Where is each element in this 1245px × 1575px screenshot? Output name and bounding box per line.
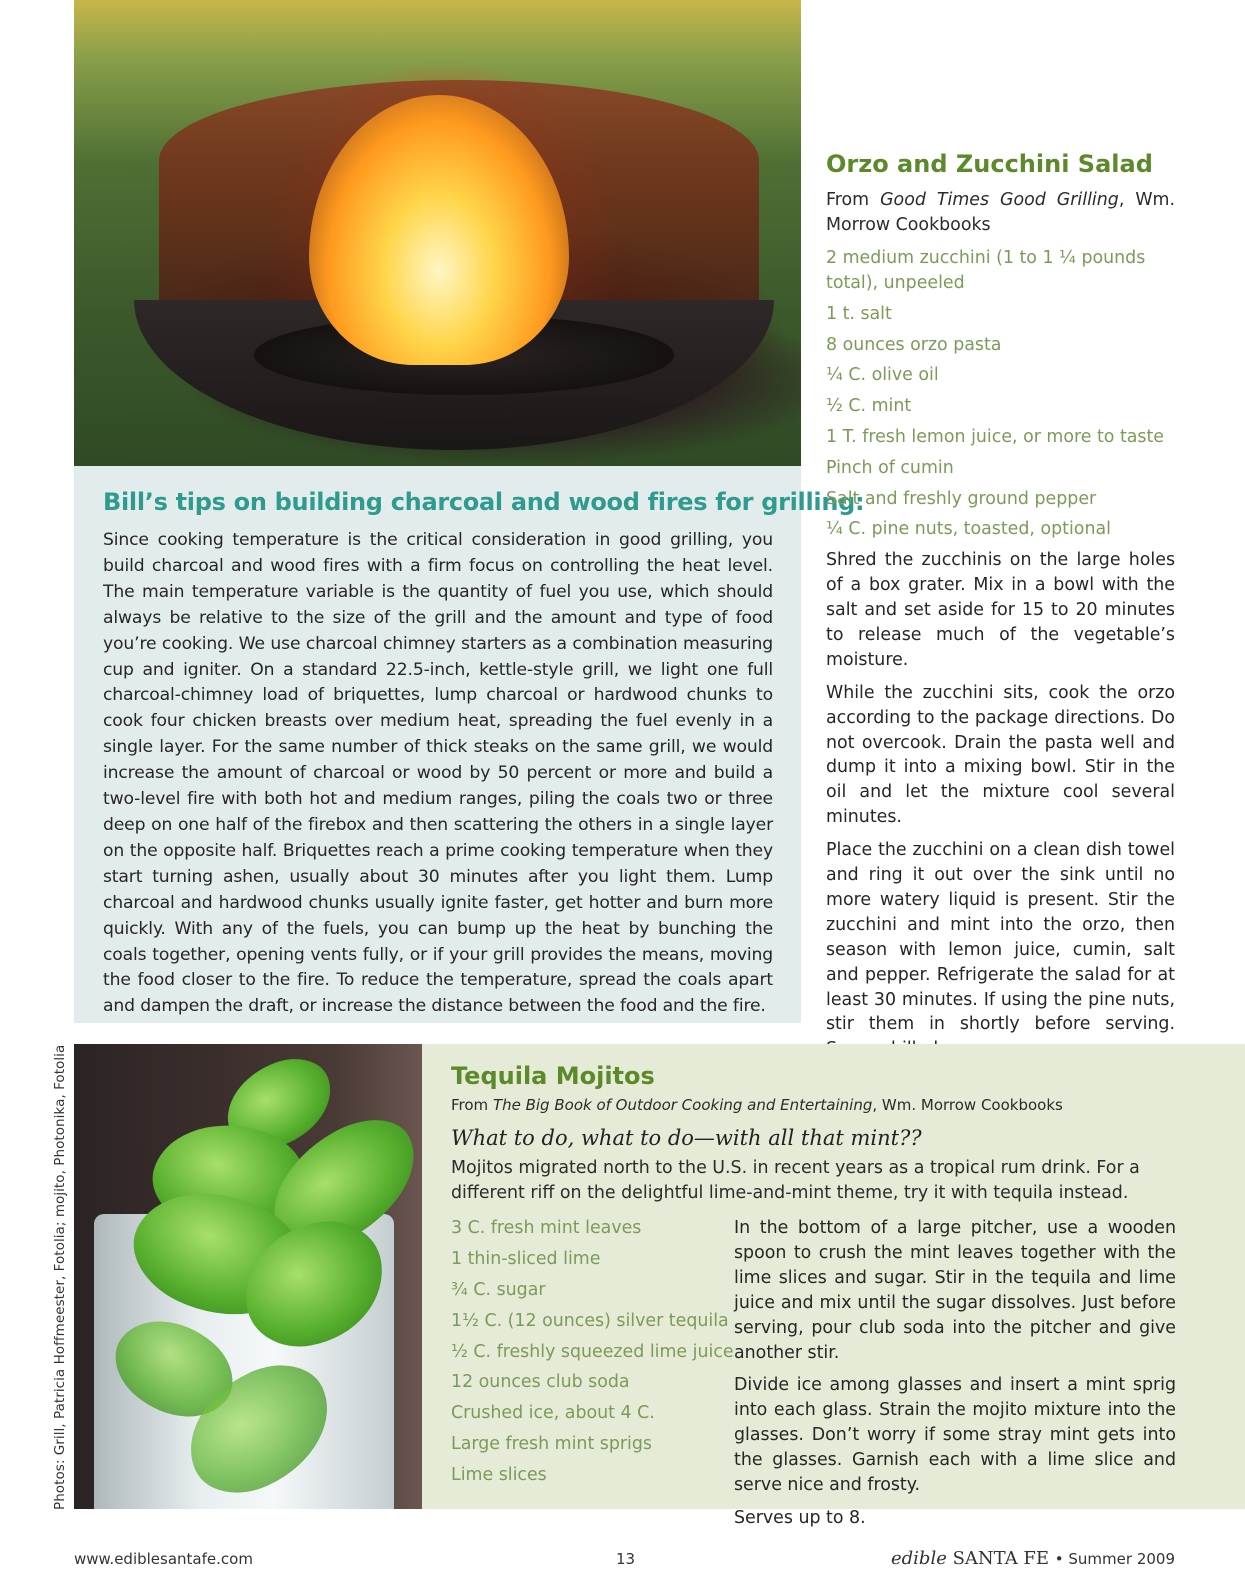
orzo-direction: Place the zucchini on a clean dish towel and ring it out over the sink until no more watery liquid is present. Stir the zucchini and mint into the orzo, then season with lemon juice, cumin, salt and pepper. Refrigerate the salad for at least 30 minutes. If using the pine nuts, stir them in shortly before serving.	[826, 840, 1175, 1035]
ingredient-item: 1 t. salt	[826, 303, 892, 324]
orzo-source-book: Good Times Good Grilling	[880, 190, 1119, 210]
ingredient-item: Crushed ice, about 4 C.	[451, 1403, 655, 1424]
tips-body: Since cooking temperature is the critical consideration in good grilling, you build charcoal and wood fires with a firm focus on controlling the heat level. The main temperature variable is the quantity of fuel you use, which should always be relative to the size of the grill and the amount and type of food you’re cooking. We use charcoal chimney starters as a combination measuring cup and igniter. On a standard 22.5-inch, kettle-style grill, we light one full charcoal-chimney load of briquettes, lump charcoal or hardwood chunks to cook four chicken breasts over medium heat, spreading the fuel evenly in a single layer. For the same number of thick steaks on the same grill, we would increase the amount of charcoal or wood by 50 percent or more and build a two-level fire with both hot and medium ranges, piling the coals two or three deep on one half of the firebox and then scattering the others in a single layer on the opposite half. Briquettes reach a prime cooking temperature when they start turning ashen, usually about 30 minutes after you light them. Lump charcoal and hardwood chunks usually ignite faster, get hotter and burn more quickly. With any of the fuels, you can bump up the heat by bunching the coals together, opening vents fully, or if your grill provides the means, moving the food closer to the fire. To reduce the temperature, spread the coals apart and dampen the draft, or increase the distance between the food and the fire.	[103, 530, 773, 1017]
mojito-photo	[74, 1044, 422, 1509]
orzo-ingredients	[826, 246, 1175, 542]
orzo-source	[826, 188, 1175, 238]
issue-date: • Summer 2009	[1054, 1550, 1175, 1568]
ingredient-item: Salt and freshly ground pepper	[826, 488, 1097, 509]
mojito-tagline: What to do, what to do—with all that mint??	[451, 1126, 922, 1150]
ingredient-item: ¼ C. pine nuts, toasted, optional	[826, 519, 1111, 540]
ingredient-item: 2 medium zucchini (1 to 1 ¼ pounds total), unpeeled	[826, 248, 1146, 293]
ingredient-item: Pinch of cumin	[826, 457, 954, 478]
orzo-title: Orzo and Zucchini Salad	[826, 150, 1153, 178]
ingredient-item: Large fresh mint sprigs	[451, 1434, 652, 1455]
mojito-source-prefix: From	[451, 1096, 493, 1114]
mojito-intro: Mojitos migrated north to the U.S. in recent years as a tropical rum drink. For a different riff on the delightful lime-and-mint theme, try it with tequila instead.	[451, 1158, 1140, 1203]
orzo-source-suffix: , Wm. Morrow Cookbooks	[826, 190, 1175, 235]
orzo-source-prefix: From	[826, 190, 881, 210]
mojito-direction: In the bottom of a large pitcher, use a wooden spoon to crush the mint leaves together with the lime slices and sugar. Stir in the tequila and lime juice and mix until the sugar dissolves. Just before serving, pour club soda into the pitcher and give another stir.	[734, 1218, 1176, 1363]
ingredient-item: ¾ C. sugar	[451, 1279, 546, 1300]
ingredient-item: Lime slices	[451, 1465, 547, 1486]
mojito-source-book: The Big Book of Outdoor Cooking and Entertaining	[492, 1096, 873, 1114]
ingredient-item: 1½ C. (12 ounces) silver tequila	[451, 1310, 729, 1331]
orzo-direction: Shred the zucchinis on the large holes of a box grater. Mix in a bowl with the salt and set aside for 15 to 20 minutes to release much of the vegetable’s moisture.	[826, 550, 1175, 670]
mojito-title: Tequila Mojitos	[451, 1062, 655, 1090]
grill-photo	[74, 0, 801, 466]
ingredient-item: ½ C. freshly squeezed lime juice	[451, 1341, 734, 1362]
brand-name: SANTA FE	[952, 1548, 1050, 1569]
orzo-recipe	[826, 150, 1175, 1103]
ingredient-item: 1 T. fresh lemon juice, or more to taste	[826, 426, 1165, 447]
mojito-ingredients	[451, 1216, 734, 1494]
brand-edible: edible	[890, 1548, 947, 1569]
mojito-source	[451, 1094, 1245, 1116]
ingredient-item: 8 ounces orzo pasta	[826, 334, 1002, 355]
tips-title: Bill’s tips on building charcoal and wood fires for grilling:	[103, 488, 865, 516]
photo-credit	[52, 1044, 72, 1510]
ingredient-item: ¼ C. olive oil	[826, 365, 939, 386]
mojito-serves: Serves up to 8.	[734, 1507, 866, 1528]
orzo-direction: While the zucchini sits, cook the orzo according to the package directions. Do not overcook. Drain the pasta well and dump it into a mixing bowl. Stir in the oil and let the mixture cool several minutes.	[826, 682, 1175, 828]
ingredient-item: 12 ounces club soda	[451, 1372, 630, 1393]
ingredient-item: ½ C. mint	[826, 396, 912, 417]
footer-brand	[891, 1548, 1175, 1569]
mojito-direction: Divide ice among glasses and insert a mint sprig into each glass. Strain the mojito mixture into the glasses. Don’t worry if some stray mint gets into the glasses. Garnish each with a lime slice and serve nice and frosty.	[734, 1375, 1176, 1496]
mojito-source-suffix: , Wm. Morrow Cookbooks	[872, 1096, 1063, 1114]
ingredient-item: 1 thin-sliced lime	[451, 1248, 601, 1269]
page-footer	[0, 1550, 1245, 1575]
mojito-recipe	[422, 1044, 1245, 1528]
page-number: 13	[616, 1550, 636, 1568]
footer-url[interactable]: www.ediblesantafe.com	[74, 1550, 253, 1568]
ingredient-item: 3 C. fresh mint leaves	[451, 1218, 642, 1238]
tips-section	[74, 466, 865, 1023]
mojito-directions	[734, 1216, 1176, 1539]
photo-credit-text: Photos: Grill, Patricia Hoffmeester, Fotolia; mojito, Photonika, Fotolia	[52, 1044, 68, 1510]
